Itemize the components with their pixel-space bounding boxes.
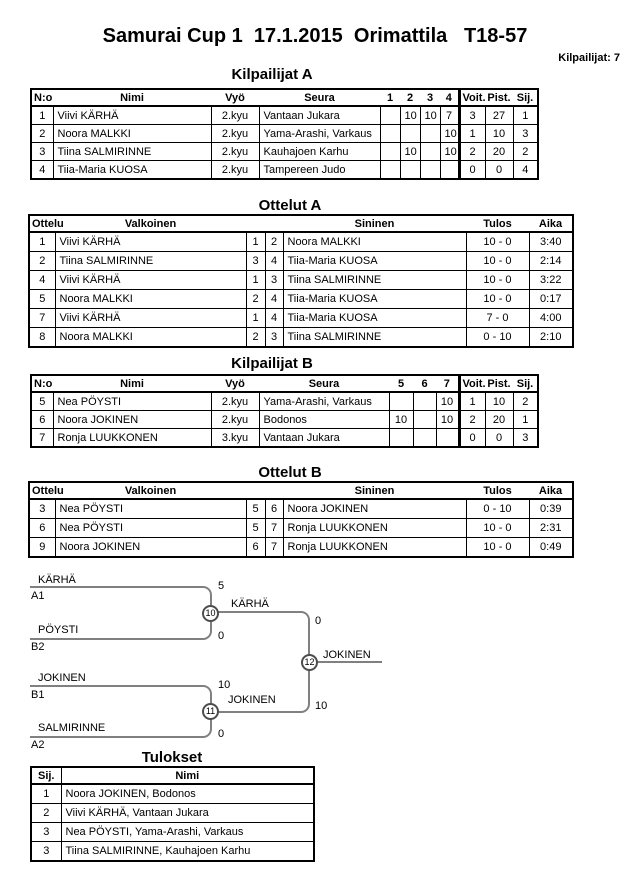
match-11-circle: 11	[202, 703, 219, 720]
table-row	[29, 328, 573, 348]
cell-voit: 1	[459, 392, 485, 411]
cell-time: 2:31	[529, 519, 573, 538]
pool-a-title: Kilpailijat A	[231, 66, 313, 83]
table-row	[29, 252, 573, 271]
cell-voit: 3	[459, 106, 485, 125]
results-title: Tulokset	[141, 749, 203, 766]
cell-no: 3	[31, 143, 53, 161]
cell-time: 3:40	[529, 232, 573, 252]
cell-white-no: 6	[246, 538, 265, 558]
cell-blue-no: 4	[265, 252, 283, 271]
col-header-voit: Voit.	[459, 89, 485, 106]
cell-white-no: 5	[246, 519, 265, 538]
cell-white-no: 2	[246, 290, 265, 309]
table-row	[31, 143, 538, 161]
cell-match-no: 9	[29, 538, 55, 558]
cell-score-1	[380, 106, 400, 125]
participants-count: Kilpailijat: 7	[558, 52, 620, 64]
bracket-final-top-score: 0	[315, 615, 322, 627]
col-header-nimi: Nimi	[53, 375, 211, 392]
header-row	[31, 767, 314, 784]
col-header-ottelu: Ottelu	[29, 215, 55, 232]
cell-white-no: 5	[246, 499, 265, 519]
bracket-sf2-top-seed: B1	[31, 689, 45, 701]
table-row	[31, 823, 314, 842]
cell-white: Noora MALKKI	[55, 328, 246, 348]
table-row	[31, 161, 538, 180]
cell-placement: 2	[31, 804, 61, 823]
cell-voit: 2	[459, 143, 485, 161]
cell-white: Noora JOKINEN	[55, 538, 246, 558]
cell-time: 2:10	[529, 328, 573, 348]
cell-white: Viivi KÄRHÄ	[55, 309, 246, 328]
col-header-seura: Seura	[259, 375, 389, 392]
cell-seura: Bodonos	[259, 411, 389, 429]
cell-sij: 3	[513, 125, 538, 143]
col-header-no: N:o	[31, 375, 53, 392]
col-header-spacer	[246, 482, 265, 499]
cell-name-club: Viivi KÄRHÄ, Vantaan Jukara	[61, 804, 314, 823]
col-header-m1: 1	[380, 89, 400, 106]
col-header-m4: 4	[440, 89, 459, 106]
cell-no: 7	[31, 429, 53, 448]
col-header-pist: Pist.	[485, 375, 513, 392]
table-row	[31, 392, 538, 411]
cell-score-1	[380, 161, 400, 180]
cell-vyo: 2.kyu	[211, 106, 259, 125]
cell-vyo: 2.kyu	[211, 143, 259, 161]
cell-vyo: 2.kyu	[211, 392, 259, 411]
table-row	[31, 804, 314, 823]
table-row	[29, 538, 573, 558]
table-row	[29, 309, 573, 328]
cell-time: 0:17	[529, 290, 573, 309]
cell-vyo: 2.kyu	[211, 161, 259, 180]
match-12-circle: 12	[301, 654, 318, 671]
bracket-sf2-bottom-name: SALMIRINNE	[38, 722, 106, 734]
cell-score-3: 10	[420, 106, 440, 125]
cell-blue: Tiia-Maria KUOSA	[283, 290, 466, 309]
cell-result: 0 - 10	[466, 328, 529, 348]
cell-match-no: 2	[29, 252, 55, 271]
cell-no: 5	[31, 392, 53, 411]
cell-result: 10 - 0	[466, 252, 529, 271]
cell-score-1	[380, 143, 400, 161]
col-header-spacer	[265, 482, 283, 499]
table-row	[31, 429, 538, 448]
table-row	[31, 106, 538, 125]
cell-score-4	[440, 161, 459, 180]
cell-voit: 0	[459, 161, 485, 180]
col-header-sininen: Sininen	[283, 482, 466, 499]
cell-seura: Tampereen Judo	[259, 161, 380, 180]
cell-match-no: 4	[29, 271, 55, 290]
col-header-voit: Voit.	[459, 375, 485, 392]
pool-b-table	[30, 374, 539, 448]
cell-name-club: Nea PÖYSTI, Yama-Arashi, Varkaus	[61, 823, 314, 842]
col-header-sininen: Sininen	[283, 215, 466, 232]
cell-time: 0:39	[529, 499, 573, 519]
bracket-sf1-bottom-score: 0	[218, 630, 225, 642]
bracket-sf2-bottom-seed: A2	[31, 739, 45, 751]
cell-sij: 1	[513, 411, 538, 429]
cell-score-4: 10	[440, 125, 459, 143]
col-header-no: N:o	[31, 89, 53, 106]
col-header-nimi: Nimi	[53, 89, 211, 106]
cell-no: 6	[31, 411, 53, 429]
cell-blue-no: 2	[265, 232, 283, 252]
bracket-sf1-top-seed: A1	[31, 590, 45, 602]
bracket-sf2-top-name: JOKINEN	[38, 672, 86, 684]
cell-match-no: 5	[29, 290, 55, 309]
cell-score-6	[413, 411, 436, 429]
col-header-aika: Aika	[529, 215, 573, 232]
table-row	[29, 232, 573, 252]
col-header-m2: 6	[413, 375, 436, 392]
col-header-aika: Aika	[529, 482, 573, 499]
col-header-valkoinen: Valkoinen	[55, 482, 246, 499]
col-header-sij: Sij.	[513, 89, 538, 106]
cell-result: 7 - 0	[466, 309, 529, 328]
table-row	[31, 842, 314, 862]
col-header-ottelu: Ottelu	[29, 482, 55, 499]
cell-time: 2:14	[529, 252, 573, 271]
cell-no: 4	[31, 161, 53, 180]
cell-sij: 2	[513, 143, 538, 161]
col-header-tulos: Tulos	[466, 215, 529, 232]
col-header-nimi: Nimi	[61, 767, 314, 784]
cell-blue: Tiina SALMIRINNE	[283, 328, 466, 348]
col-header-pist: Pist.	[485, 89, 513, 106]
cell-score-3	[420, 125, 440, 143]
table-row	[31, 125, 538, 143]
table-row	[31, 784, 314, 804]
cell-nimi: Noora MALKKI	[53, 125, 211, 143]
cell-name-club: Noora JOKINEN, Bodonos	[61, 784, 314, 804]
cell-score-4: 10	[440, 143, 459, 161]
table-row	[29, 290, 573, 309]
bracket-sf1-top-name: KÄRHÄ	[38, 574, 76, 586]
cell-white-no: 1	[246, 309, 265, 328]
cell-pist: 0	[485, 161, 513, 180]
bracket-final-bottom-score: 10	[315, 700, 328, 712]
cell-no: 1	[31, 106, 53, 125]
col-header-tulos: Tulos	[466, 482, 529, 499]
cell-result: 10 - 0	[466, 538, 529, 558]
cell-nimi: Nea PÖYSTI	[53, 392, 211, 411]
matches-b-table	[28, 481, 574, 558]
header-row	[31, 89, 538, 106]
col-header-vyo: Vyö	[211, 375, 259, 392]
cell-white-no: 2	[246, 328, 265, 348]
col-header-seura: Seura	[259, 89, 380, 106]
cell-name-club: Tiina SALMIRINNE, Kauhajoen Karhu	[61, 842, 314, 862]
cell-placement: 3	[31, 823, 61, 842]
table-row	[31, 411, 538, 429]
cell-score-5	[389, 392, 413, 411]
cell-result: 10 - 0	[466, 271, 529, 290]
cell-time: 4:00	[529, 309, 573, 328]
bracket-sf2-winner: JOKINEN	[228, 694, 276, 706]
cell-time: 0:49	[529, 538, 573, 558]
cell-seura: Kauhajoen Karhu	[259, 143, 380, 161]
header-row	[29, 482, 573, 499]
table-row	[29, 519, 573, 538]
cell-blue: Tiina SALMIRINNE	[283, 271, 466, 290]
table-row	[29, 499, 573, 519]
col-header-vyo: Vyö	[211, 89, 259, 106]
bracket-champion: JOKINEN	[323, 649, 371, 661]
pool-a-table	[30, 88, 539, 180]
bracket-sf1-bottom-seed: B2	[31, 641, 45, 653]
cell-score-6	[413, 429, 436, 448]
cell-seura: Vantaan Jukara	[259, 106, 380, 125]
cell-placement: 1	[31, 784, 61, 804]
cell-pist: 10	[485, 125, 513, 143]
cell-white-no: 1	[246, 271, 265, 290]
col-header-sij: Sij.	[31, 767, 61, 784]
cell-vyo: 3.kyu	[211, 429, 259, 448]
cell-blue: Tiia-Maria KUOSA	[283, 252, 466, 271]
cell-voit: 2	[459, 411, 485, 429]
cell-blue: Ronja LUUKKONEN	[283, 538, 466, 558]
cell-nimi: Tiia-Maria KUOSA	[53, 161, 211, 180]
cell-blue: Noora MALKKI	[283, 232, 466, 252]
cell-score-1	[380, 125, 400, 143]
cell-blue-no: 6	[265, 499, 283, 519]
cell-sij: 1	[513, 106, 538, 125]
matches-a-table	[28, 214, 574, 348]
cell-white: Viivi KÄRHÄ	[55, 232, 246, 252]
cell-score-6	[413, 392, 436, 411]
cell-nimi: Noora JOKINEN	[53, 411, 211, 429]
cell-time: 3:22	[529, 271, 573, 290]
bracket-sf2-top-score: 10	[218, 679, 231, 691]
cell-nimi: Ronja LUUKKONEN	[53, 429, 211, 448]
cell-score-4: 7	[440, 106, 459, 125]
cell-vyo: 2.kyu	[211, 411, 259, 429]
matches-b-title: Ottelut B	[258, 464, 322, 481]
cell-blue: Tiia-Maria KUOSA	[283, 309, 466, 328]
col-header-m1: 5	[389, 375, 413, 392]
cell-score-3	[420, 161, 440, 180]
cell-blue-no: 3	[265, 328, 283, 348]
header-row	[31, 375, 538, 392]
cell-match-no: 6	[29, 519, 55, 538]
cell-score-2: 10	[400, 106, 420, 125]
col-header-valkoinen: Valkoinen	[55, 215, 246, 232]
cell-result: 10 - 0	[466, 290, 529, 309]
cell-score-7	[436, 429, 459, 448]
bracket-sf1-winner: KÄRHÄ	[231, 598, 269, 610]
cell-score-3	[420, 143, 440, 161]
cell-nimi: Tiina SALMIRINNE	[53, 143, 211, 161]
cell-blue-no: 3	[265, 271, 283, 290]
table-row	[29, 271, 573, 290]
cell-blue-no: 7	[265, 538, 283, 558]
col-header-m3: 3	[420, 89, 440, 106]
cell-blue: Noora JOKINEN	[283, 499, 466, 519]
cell-nimi: Viivi KÄRHÄ	[53, 106, 211, 125]
bracket-sf1-bottom-name: PÖYSTI	[38, 624, 79, 636]
champion-line	[310, 661, 382, 663]
cell-match-no: 8	[29, 328, 55, 348]
cell-white: Noora MALKKI	[55, 290, 246, 309]
cell-white: Nea PÖYSTI	[55, 519, 246, 538]
bracket-sf2-bottom-score: 0	[218, 728, 225, 740]
cell-pist: 20	[485, 143, 513, 161]
pool-b-title: Kilpailijat B	[231, 355, 313, 372]
cell-result: 10 - 0	[466, 519, 529, 538]
cell-seura: Yama-Arashi, Varkaus	[259, 125, 380, 143]
header-row	[29, 215, 573, 232]
cell-pist: 10	[485, 392, 513, 411]
cell-pist: 27	[485, 106, 513, 125]
col-header-spacer	[265, 215, 283, 232]
cell-white: Tiina SALMIRINNE	[55, 252, 246, 271]
cell-match-no: 3	[29, 499, 55, 519]
cell-seura: Yama-Arashi, Varkaus	[259, 392, 389, 411]
col-header-m2: 2	[400, 89, 420, 106]
cell-blue-no: 7	[265, 519, 283, 538]
cell-seura: Vantaan Jukara	[259, 429, 389, 448]
cell-result: 10 - 0	[466, 232, 529, 252]
page-title: Samurai Cup 1 17.1.2015 Orimattila T18-57	[102, 25, 528, 47]
cell-no: 2	[31, 125, 53, 143]
col-header-sij: Sij.	[513, 375, 538, 392]
cell-blue: Ronja LUUKKONEN	[283, 519, 466, 538]
cell-white: Nea PÖYSTI	[55, 499, 246, 519]
cell-score-5: 10	[389, 411, 413, 429]
cell-sij: 3	[513, 429, 538, 448]
cell-sij: 4	[513, 161, 538, 180]
cell-voit: 0	[459, 429, 485, 448]
cell-white: Viivi KÄRHÄ	[55, 271, 246, 290]
cell-score-2: 10	[400, 143, 420, 161]
cell-pist: 0	[485, 429, 513, 448]
cell-voit: 1	[459, 125, 485, 143]
results-table	[30, 766, 315, 862]
cell-placement: 3	[31, 842, 61, 862]
cell-vyo: 2.kyu	[211, 125, 259, 143]
matches-a-title: Ottelut A	[258, 197, 322, 214]
cell-sij: 2	[513, 392, 538, 411]
cell-score-5	[389, 429, 413, 448]
match-10-circle: 10	[202, 605, 219, 622]
cell-pist: 20	[485, 411, 513, 429]
cell-white-no: 3	[246, 252, 265, 271]
bracket-sf1-top-score: 5	[218, 580, 225, 592]
cell-score-7: 10	[436, 392, 459, 411]
cell-score-2	[400, 161, 420, 180]
cell-blue-no: 4	[265, 290, 283, 309]
col-header-m3: 7	[436, 375, 459, 392]
col-header-spacer	[246, 215, 265, 232]
cell-score-7: 10	[436, 411, 459, 429]
cell-match-no: 7	[29, 309, 55, 328]
cell-score-2	[400, 125, 420, 143]
cell-white-no: 1	[246, 232, 265, 252]
cell-blue-no: 4	[265, 309, 283, 328]
cell-match-no: 1	[29, 232, 55, 252]
cell-result: 0 - 10	[466, 499, 529, 519]
